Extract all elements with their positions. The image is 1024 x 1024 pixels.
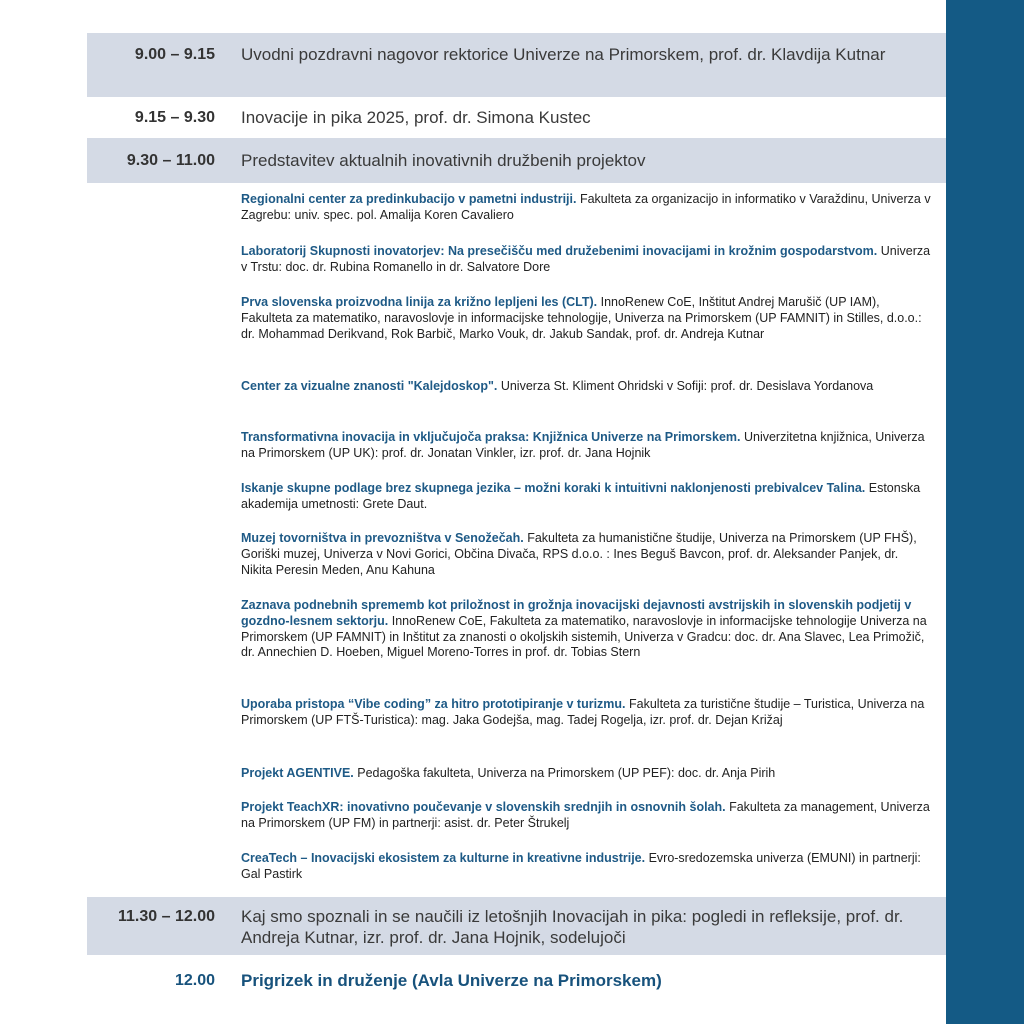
project-details: InnoRenew CoE, Inštitut Andrej Marušič (UP IAM), Fakulteta za matematiko, naravoslovje in informacijske tehnologije, Univerza na Primorskem (UP FAMNIT) in Stilles, d.o.o.: dr. Mohammad Derikvand, Rok Barbič, Marko Vouk, dr. Jakub Sandak, prof. dr. Andreja Kutnar bbox=[241, 295, 922, 341]
row-title: Inovacije in pika 2025, prof. dr. Simona Kustec bbox=[241, 108, 591, 127]
project-title: Projekt TeachXR: inovativno poučevanje v slovenskih srednjih in osnovnih šolah. bbox=[241, 800, 726, 814]
project-title: Center za vizualne znanosti "Kalejdoskop". bbox=[241, 379, 498, 393]
project-title: Muzej tovorništva in prevozništva v Senožečah. bbox=[241, 531, 524, 545]
schedule-row-final bbox=[87, 958, 946, 998]
row-time: 11.30 – 12.00 bbox=[118, 908, 215, 925]
project-item bbox=[241, 697, 931, 729]
row-title: Prigrizek in druženje (Avla Univerze na Primorskem) bbox=[241, 971, 662, 990]
project-item bbox=[241, 531, 931, 578]
project-item bbox=[241, 766, 775, 782]
project-item bbox=[241, 379, 873, 395]
project-details: Fakulteta za humanistične študije, Univerza na Primorskem (UP FHŠ), Goriški muzej, Univerza v Novi Gorici, Občina Divača, RPS d.o.o. : Ines Beguš Bavcon, prof. dr. Aleksander Panjek, dr. Nikita Peresin Meden, Anu Kahuna bbox=[241, 531, 917, 577]
side-accent-bar bbox=[946, 0, 1024, 1024]
project-details: Univerzitetna knjižnica, Univerza na Primorskem (UP UK): prof. dr. Jonatan Vinkler, izr. prof. dr. Jana Hojnik bbox=[241, 430, 925, 460]
row-time: 12.00 bbox=[174, 972, 215, 989]
project-title: Transformativna inovacija in vključujoča praksa: Knjižnica Univerze na Primorskem. bbox=[241, 430, 741, 444]
project-title: Iskanje skupne podlage brez skupnega jezika – možni koraki k intuitivni naklonjenosti prebivalcev Talina. bbox=[241, 481, 866, 495]
project-details: Estonska akademija umetnosti: Grete Daut. bbox=[241, 481, 921, 511]
project-details: Fakulteta za management, Univerza na Primorskem (UP FM) in partnerji: asist. dr. Peter Štrukelj bbox=[241, 800, 930, 830]
project-item bbox=[241, 295, 931, 342]
row-title: Kaj smo spoznali in se naučili iz letošnjih Inovacijah in pika: pogledi in refleksije, prof. dr. Andreja Kutnar, izr. prof. dr. Jana Hojnik, sodelujoči bbox=[241, 907, 904, 947]
project-details: InnoRenew CoE, Fakulteta za matematiko, naravoslovje in informacijske tehnologije Univerza na Primorskem (UP FAMNIT) in Inštitut za znanosti o okoljskih sistemih, Univerza v Gradcu: doc. dr. Ana Slavec, Lea Primožič, dr. Annechien D. Hoeben, Miguel Moreno-Torres in prof. dr. Tobias Stern bbox=[241, 613, 927, 660]
schedule-row bbox=[87, 97, 946, 137]
project-title: Laboratorij Skupnosti inovatorjev: Na presečišču med družebenimi inovacijami in krožnim gospodarstvom. bbox=[241, 244, 878, 258]
project-title: Projekt AGENTIVE. bbox=[241, 766, 354, 780]
project-details: Univerza v Trstu: doc. dr. Rubina Romanello in dr. Salvatore Dore bbox=[241, 244, 931, 274]
project-title: Prva slovenska proizvodna linija za križno lepljeni les (CLT). bbox=[241, 295, 598, 309]
project-item bbox=[241, 598, 931, 661]
row-time: 9.15 – 9.30 bbox=[134, 109, 215, 126]
schedule-row bbox=[87, 33, 946, 97]
project-item bbox=[241, 244, 931, 276]
project-title: Regionalni center za predinkubacijo v pametni industriji. bbox=[241, 192, 577, 206]
project-details: Univerza St. Kliment Ohridski v Sofiji: prof. dr. Desislava Yordanova bbox=[497, 379, 874, 393]
project-title: Zaznava podnebnih sprememb kot priložnost in grožnja inovacijski dejavnosti avstrijskih in slovenskih podjetij v gozdno-lesnem sektorju. bbox=[241, 598, 912, 628]
row-time: 9.00 – 9.15 bbox=[134, 46, 215, 63]
schedule-row bbox=[87, 138, 946, 183]
project-title: Uporaba pristopa “Vibe coding” za hitro prototipiranje v turizmu. bbox=[241, 697, 626, 711]
row-time: 9.30 – 11.00 bbox=[126, 152, 215, 169]
row-title: Predstavitev aktualnih inovativnih družbenih projektov bbox=[241, 151, 646, 170]
project-item bbox=[241, 430, 931, 462]
project-item bbox=[241, 481, 931, 513]
project-item bbox=[241, 192, 931, 224]
project-details: Fakulteta za turistične študije – Turistica, Univerza na Primorskem (UP FTŠ-Turistica): mag. Jaka Godejša, mag. Tadej Rogelja, izr. prof. dr. Dejan Križaj bbox=[241, 697, 925, 727]
schedule-row bbox=[87, 897, 946, 955]
project-details: Pedagoška fakulteta, Univerza na Primorskem (UP PEF): doc. dr. Anja Pirih bbox=[353, 766, 776, 780]
project-details: Fakulteta za organizacijo in informatiko v Varaždinu, Univerza v Zagrebu: univ. spec. pol. Amalija Koren Cavaliero bbox=[241, 192, 931, 222]
project-title: CreaTech – Inovacijski ekosistem za kulturne in kreativne industrije. bbox=[241, 851, 646, 865]
row-title: Uvodni pozdravni nagovor rektorice Univerze na Primorskem, prof. dr. Klavdija Kutnar bbox=[241, 45, 886, 64]
project-details: Evro-sredozemska univerza (EMUNI) in partnerji: Gal Pastirk bbox=[241, 851, 921, 881]
project-item bbox=[241, 851, 931, 883]
project-item bbox=[241, 800, 931, 832]
